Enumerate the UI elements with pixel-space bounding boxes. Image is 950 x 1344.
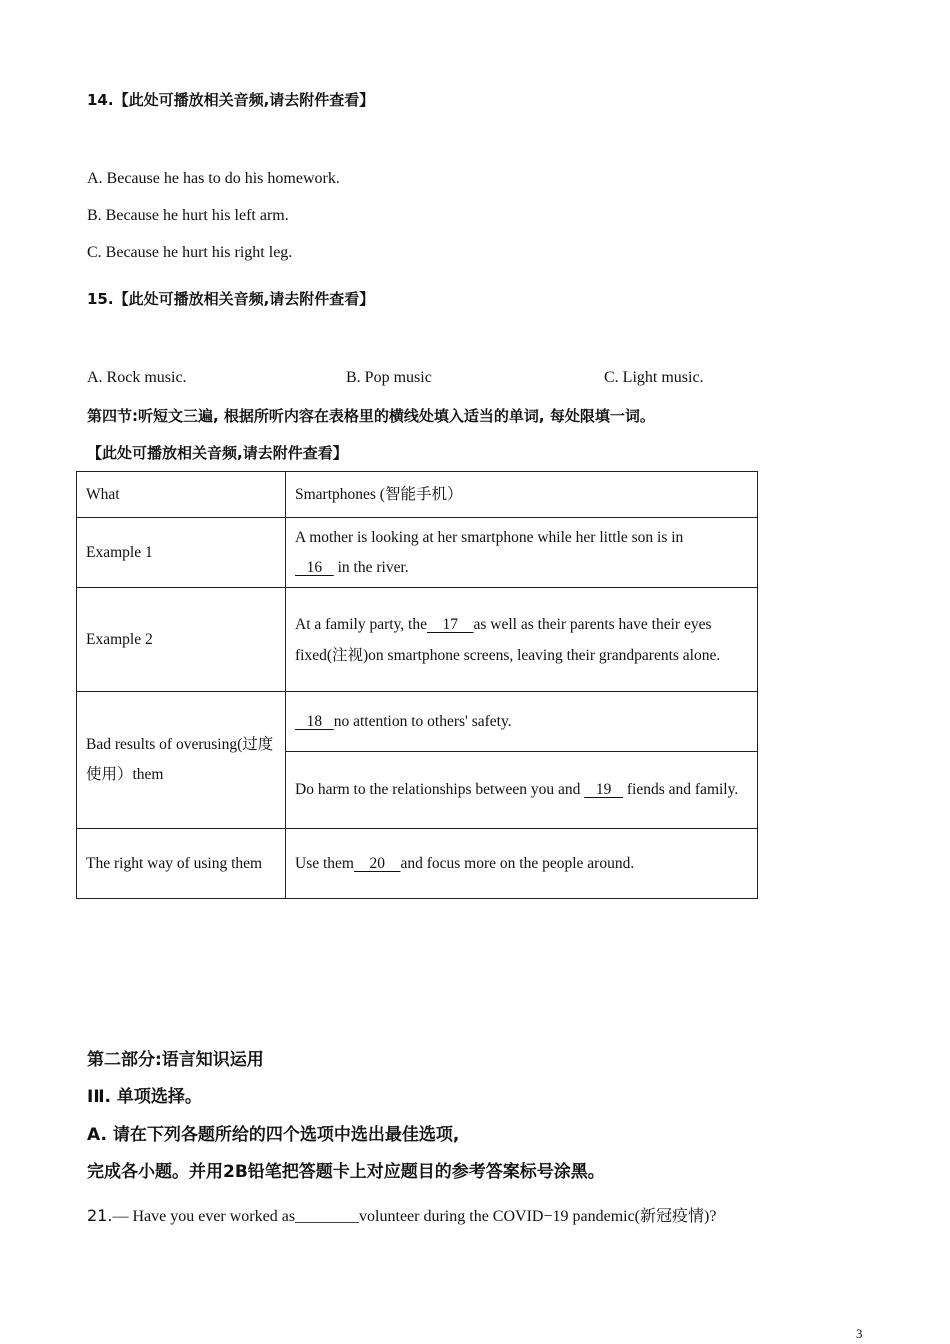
bad2-text-b: fiends and family. (623, 781, 739, 798)
table-row (77, 829, 758, 899)
q21 (87, 1203, 716, 1226)
q15-number: 15. (87, 290, 114, 308)
section4-instruction: 第四节:听短文三遍, 根据所听内容在表格里的横线处填入适当的单词, 每处限填一词。 (87, 407, 655, 425)
q15-header (87, 288, 374, 309)
q14-option-a: A. Because he has to do his homework. (87, 170, 340, 187)
blank-18: 18 (295, 712, 334, 730)
q15-option-a: A. Rock music. (87, 369, 187, 386)
what-value: Smartphones (智能手机） (286, 472, 758, 518)
q14-header (87, 89, 374, 110)
q15-option-b: B. Pop music (346, 369, 432, 386)
bad1-text: no attention to others' safety. (333, 712, 512, 730)
q21-text: — Have you ever worked as________volunteer during the COVID−19 pandemic(新冠疫情)? (112, 1208, 717, 1225)
table-row (77, 692, 758, 752)
section4-audio-note: 【此处可播放相关音频,请去附件查看】 (87, 444, 348, 462)
part2-title: 第二部分:语言知识运用 (87, 1050, 264, 1070)
ex1-text-a: A mother is looking at her smartphone while her little son is in (295, 528, 684, 546)
q15-option-c: C. Light music. (604, 369, 704, 386)
example1-text (286, 518, 758, 588)
part2-instruction-a: A. 请在下列各题所给的四个选项中选出最佳选项, (87, 1125, 460, 1145)
ex2-text-b: as well as their parents have their eyes fixed(注视)on smartphone screens, leaving their grandparents alone. (295, 615, 721, 664)
bad-result-2 (286, 752, 758, 829)
bad2-text-a: Do harm to the relationships between you and (295, 781, 585, 798)
table-row (77, 472, 758, 518)
right-way-text (286, 829, 758, 899)
example2-text (286, 588, 758, 692)
table-row (77, 588, 758, 692)
right-way-label: The right way of using them (77, 829, 286, 899)
blank-16: 16 (295, 558, 334, 576)
q14-option-c: C. Because he hurt his right leg. (87, 244, 293, 261)
q14-option-b: B. Because he hurt his left arm. (87, 207, 289, 224)
part2-subtitle: IⅡ. 单项选择。 (87, 1087, 202, 1107)
page-number: 3 (856, 1326, 863, 1341)
blank-17: 17 (427, 615, 474, 633)
blank-20: 20 (353, 854, 401, 872)
bad-result-1 (286, 692, 758, 752)
q14-audio-note: 【此处可播放相关音频,请去附件查看】 (113, 91, 375, 109)
table-row (77, 518, 758, 588)
blank-19: 19 (584, 781, 624, 798)
q15-audio-note: 【此处可播放相关音频,请去附件查看】 (113, 290, 375, 308)
fill-in-table (76, 471, 758, 899)
ex1-text-b: in the river. (333, 558, 409, 576)
right-text-a: Use them (295, 854, 354, 872)
part2-instruction-b: 完成各小题。并用2B铅笔把答题卡上对应题目的参考答案标号涂黑。 (87, 1162, 605, 1182)
what-label: What (77, 472, 286, 518)
example2-label: Example 2 (77, 588, 286, 692)
ex2-text-a: At a family party, the (295, 615, 427, 633)
example1-label: Example 1 (77, 518, 286, 588)
q21-number: 21. (87, 1206, 113, 1225)
bad-results-label: Bad results of overusing(过度使用）them (77, 692, 286, 829)
q14-number: 14. (87, 91, 114, 109)
right-text-b: and focus more on the people around. (400, 854, 635, 872)
